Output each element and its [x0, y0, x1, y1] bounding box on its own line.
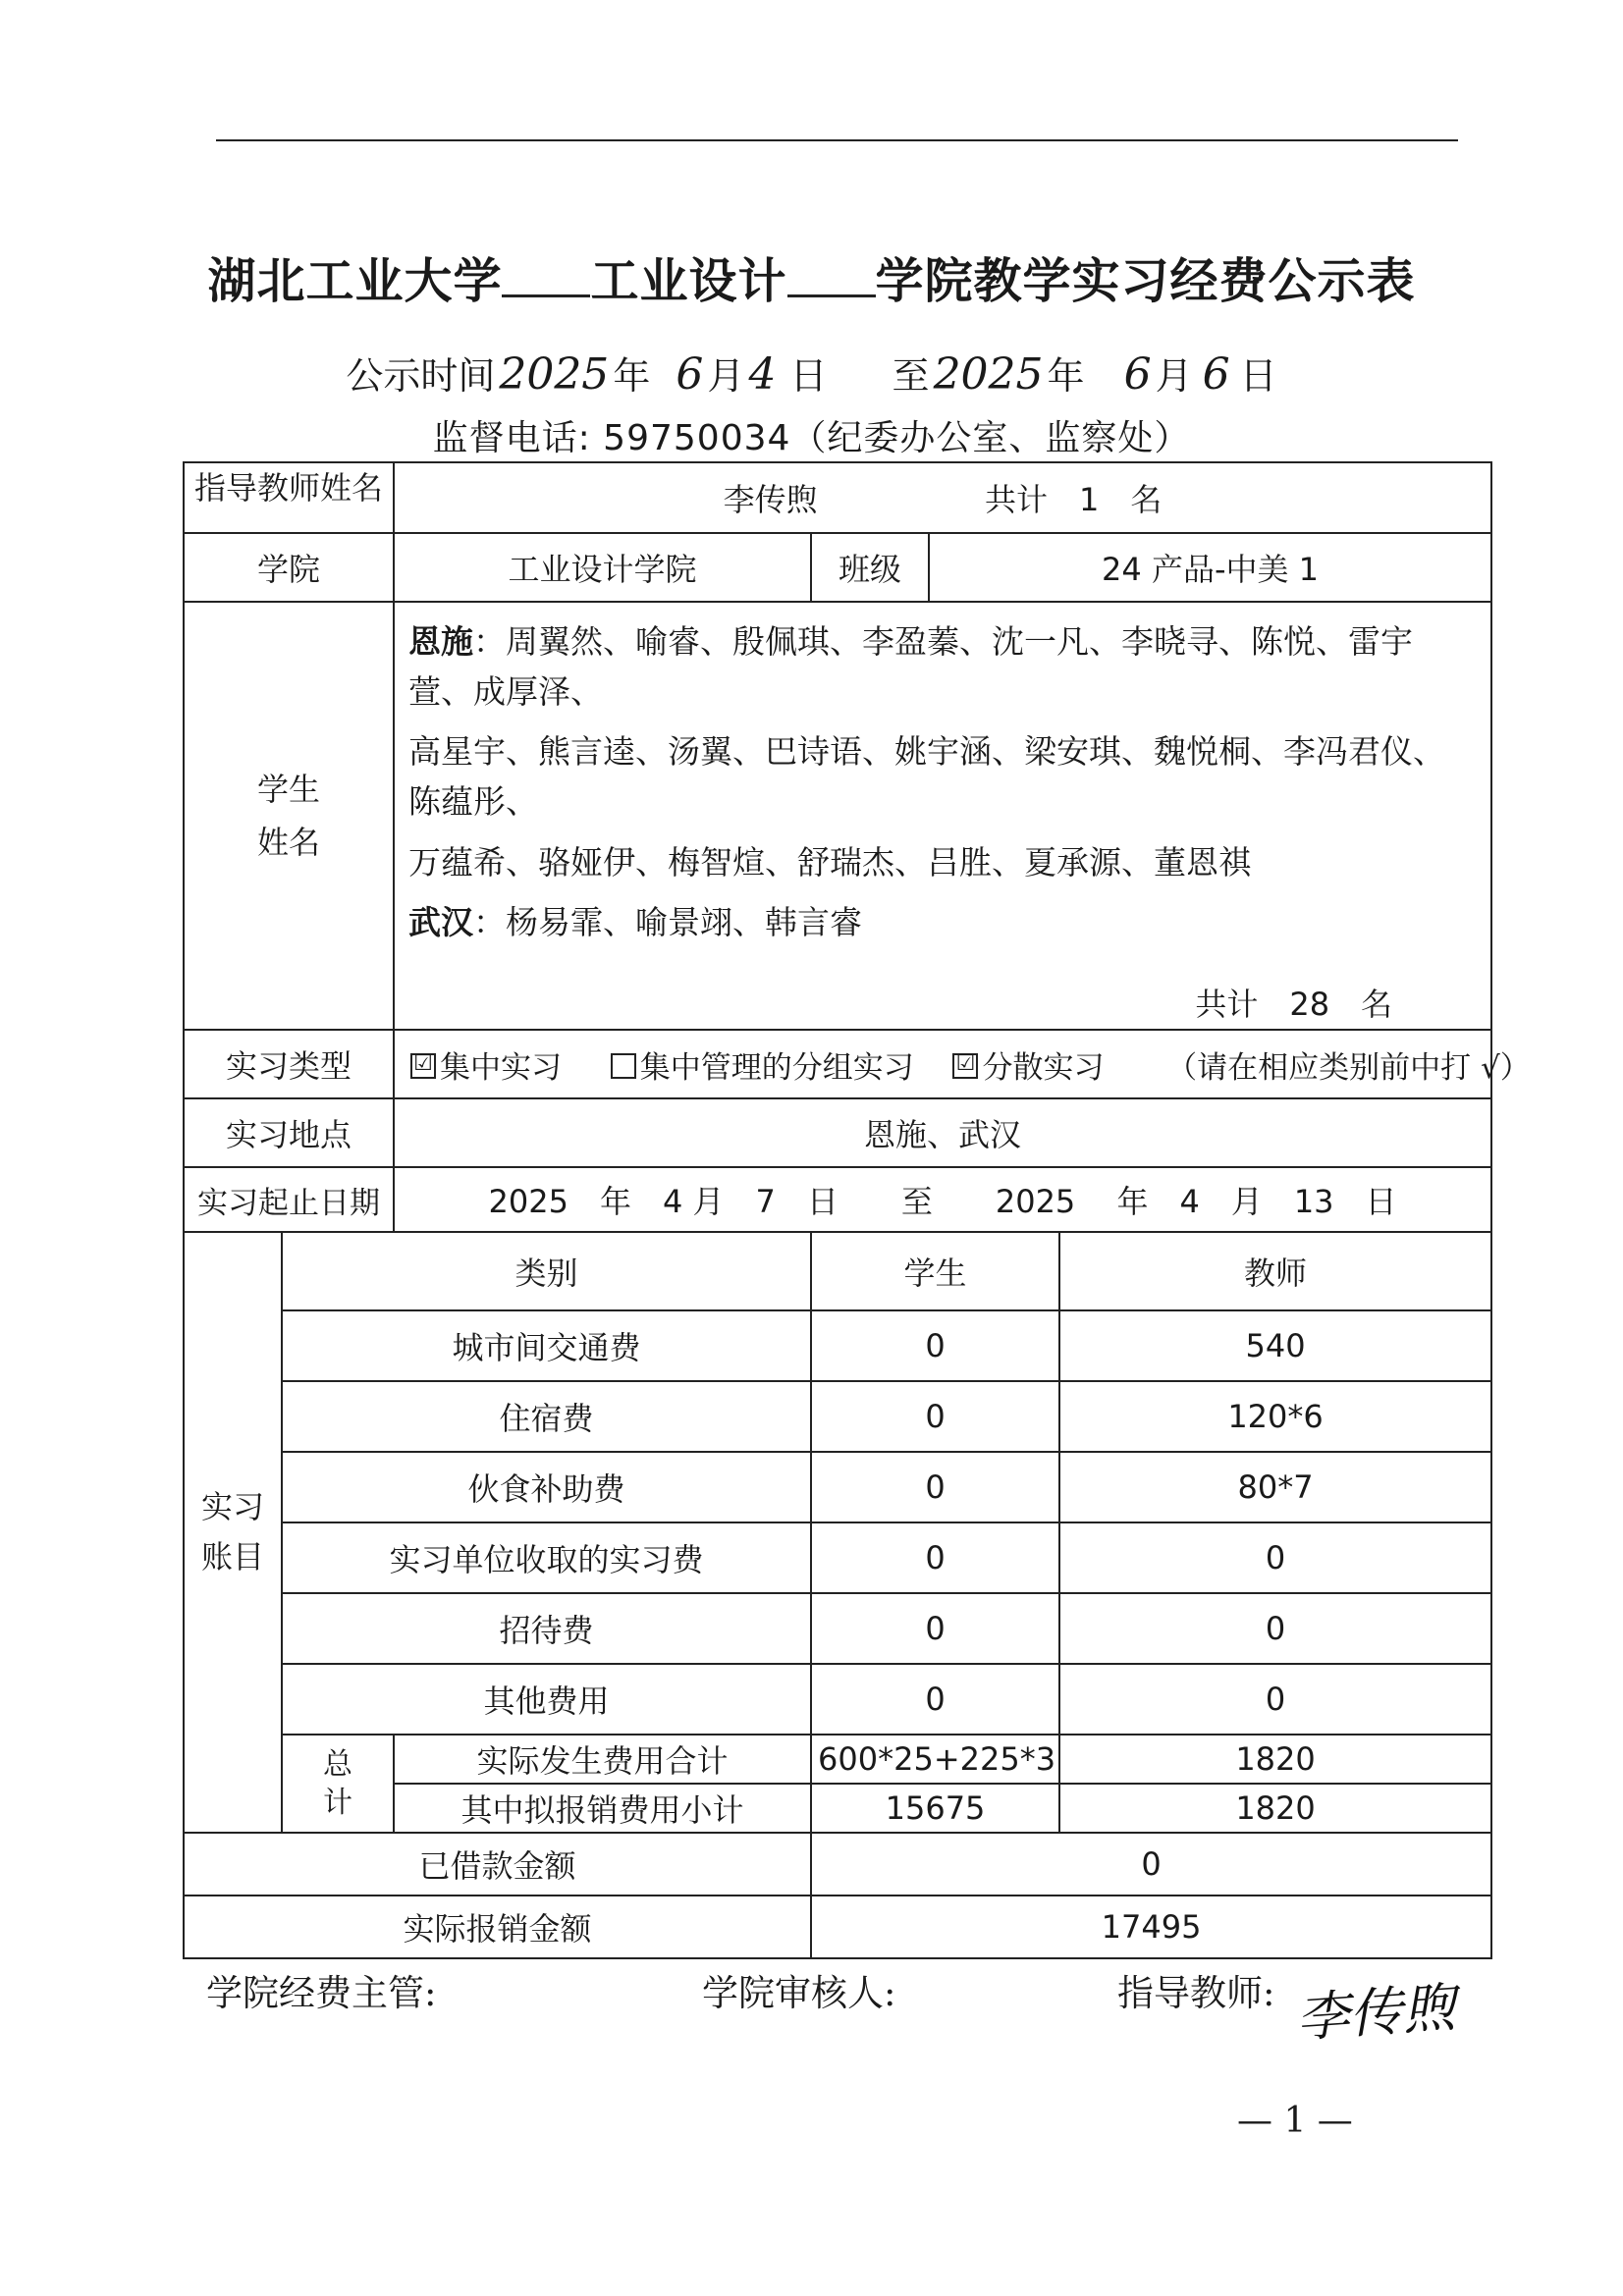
advisor-label: 指导教师: — [1117, 1972, 1275, 2014]
students-row — [184, 602, 1491, 1030]
type-row — [184, 1030, 1491, 1098]
accounts-section-label — [184, 1232, 282, 1833]
checkbox-centralized[interactable]: ☑ — [410, 1053, 436, 1079]
actual-reimb-value: 17495 — [811, 1896, 1491, 1958]
place-row — [184, 1098, 1491, 1167]
actual-total-teacher: 1820 — [1059, 1735, 1491, 1784]
expense-form — [183, 461, 1531, 1959]
students-label — [184, 602, 394, 1030]
title-prefix: 湖北工业大学 — [207, 252, 503, 309]
accounts-header-student: 学生 — [811, 1232, 1059, 1310]
students-wuhan-line — [408, 897, 1477, 947]
teacher-label: 指导教师姓名 — [184, 462, 394, 533]
type-options — [394, 1030, 1531, 1098]
teacher-value — [394, 462, 1491, 533]
checkbox-grouped[interactable] — [611, 1053, 636, 1079]
date-row — [184, 1167, 1491, 1232]
actual-total-label: 实际发生费用合计 — [394, 1735, 811, 1784]
accounts-header-row — [184, 1232, 1491, 1310]
pub-year-end: 2025 — [933, 349, 1044, 400]
supervision-phone: 监督电话: 59750034（纪委办公室、监察处） — [432, 418, 1191, 458]
advisor-signature: 李传煦 — [1294, 1976, 1458, 2050]
students-enshi-line1 — [408, 616, 1477, 717]
account-category: 伙食补助费 — [282, 1452, 811, 1522]
students-list — [394, 602, 1491, 1030]
day-char: 日 — [789, 354, 828, 398]
title-blank-pad-right — [787, 285, 876, 297]
students-enshi-line2: 高星宇、熊言逵、汤翼、巴诗语、姚宇涵、梁安琪、魏悦桐、李冯君仪、陈蕴彤、 — [408, 732, 1446, 822]
students-enshi-line3: 万蕴希、骆娅伊、梅智煊、舒瑞杰、吕胜、夏承源、董恩祺 — [408, 842, 1252, 881]
class-label: 班级 — [811, 533, 929, 602]
account-teacher: 80*7 — [1059, 1452, 1491, 1522]
account-row — [184, 1522, 1491, 1593]
day-char-2: 日 — [1239, 354, 1277, 398]
borrowed-value: 0 — [811, 1833, 1491, 1896]
page-number: — 1 — — [1237, 2101, 1353, 2141]
teacher-total: 共计 1 名 — [985, 481, 1163, 518]
accounts-header-category: 类别 — [282, 1232, 811, 1310]
account-teacher: 120*6 — [1059, 1381, 1491, 1452]
title-suffix: 学院教学实习经费公示表 — [875, 252, 1416, 309]
class-value: 24 产品-中美 1 — [929, 533, 1491, 602]
account-student: 0 — [811, 1310, 1059, 1381]
accounts-header-teacher: 教师 — [1059, 1232, 1491, 1310]
reimb-subtotal-teacher: 1820 — [1059, 1784, 1491, 1833]
total-label-1: 总 — [323, 1747, 352, 1782]
teacher-name: 李传煦 — [723, 481, 818, 518]
pub-month-start: 6 — [676, 349, 704, 400]
year-char: 年 — [613, 354, 651, 398]
reimb-subtotal-student: 15675 — [811, 1784, 1059, 1833]
account-category: 招待费 — [282, 1593, 811, 1664]
page-title — [0, 243, 1623, 312]
wuhan-names: ：杨易霏、喻景翊、韩言睿 — [473, 902, 863, 941]
enshi-names-1: ：周翼然、喻睿、殷佩琪、李盈蓁、沈一凡、李晓寻、陈悦、雷宇萱、成厚泽、 — [408, 622, 1414, 712]
account-student: 0 — [811, 1452, 1059, 1522]
account-category: 实习单位收取的实习费 — [282, 1522, 811, 1593]
students-label-line2: 姓名 — [257, 824, 321, 861]
actual-total-student: 600*25+225*3 — [811, 1735, 1059, 1784]
year-char-2: 年 — [1047, 354, 1085, 398]
account-row — [184, 1310, 1491, 1381]
top-rule — [216, 139, 1458, 141]
college-label: 学院 — [184, 533, 394, 602]
type-hint: （请在相应类别前中打 √） — [1166, 1049, 1531, 1086]
total-label-2: 计 — [323, 1786, 352, 1820]
date-label: 实习起止日期 — [184, 1167, 394, 1232]
pub-month-end: 6 — [1123, 349, 1152, 400]
month-char-2: 月 — [1155, 354, 1193, 398]
accounts-label-1: 实习 — [200, 1487, 264, 1525]
actual-total-row — [184, 1735, 1491, 1784]
month-char: 月 — [707, 354, 745, 398]
type-label: 实习类型 — [184, 1030, 394, 1098]
teacher-row — [184, 462, 1491, 533]
account-row — [184, 1381, 1491, 1452]
date-value: 2025 年 4 月 7 日 至 2025 年 4 月 13 日 — [394, 1167, 1491, 1232]
college-supervisor-label: 学院经费主管: — [206, 1972, 437, 2014]
title-blank-pad-left — [502, 285, 590, 297]
account-student: 0 — [811, 1522, 1059, 1593]
publication-time — [0, 346, 1623, 400]
place-value: 恩施、武汉 — [394, 1098, 1491, 1167]
account-category: 其他费用 — [282, 1664, 811, 1735]
pub-day-end: 6 — [1202, 349, 1230, 400]
pub-year-start: 2025 — [499, 349, 610, 400]
account-student: 0 — [811, 1664, 1059, 1735]
enshi-label: 恩施 — [408, 622, 474, 661]
borrowed-label: 已借款金额 — [184, 1833, 811, 1896]
borrowed-row — [184, 1833, 1491, 1896]
account-teacher: 540 — [1059, 1310, 1491, 1381]
account-teacher: 0 — [1059, 1664, 1491, 1735]
account-row — [184, 1664, 1491, 1735]
college-row — [184, 533, 1491, 602]
reimb-subtotal-label: 其中拟报销费用小计 — [394, 1784, 811, 1833]
type-opt-centralized: 集中实习 — [440, 1049, 563, 1086]
actual-reimb-row — [184, 1896, 1491, 1958]
title-college: 工业设计 — [590, 252, 787, 309]
account-student: 0 — [811, 1381, 1059, 1452]
account-category: 住宿费 — [282, 1381, 811, 1452]
college-value: 工业设计学院 — [394, 533, 811, 602]
accounts-label-2: 账目 — [200, 1538, 264, 1575]
type-opt-dispersed: 分散实习 — [982, 1049, 1105, 1086]
account-row — [184, 1452, 1491, 1522]
type-opt-grouped: 集中管理的分组实习 — [639, 1049, 914, 1086]
account-teacher: 0 — [1059, 1593, 1491, 1664]
wuhan-label: 武汉 — [408, 902, 474, 941]
checkbox-dispersed[interactable]: ☑ — [952, 1053, 978, 1079]
account-category: 城市间交通费 — [282, 1310, 811, 1381]
college-reviewer-label: 学院审核人: — [702, 1972, 896, 2014]
pub-label: 公示时间 — [346, 354, 496, 398]
account-teacher: 0 — [1059, 1522, 1491, 1593]
to-char: 至 — [892, 354, 930, 398]
total-label — [282, 1735, 394, 1833]
account-row — [184, 1593, 1491, 1664]
students-total: 共计 28 名 — [1195, 986, 1393, 1023]
pub-day-start: 4 — [748, 349, 777, 400]
account-student: 0 — [811, 1593, 1059, 1664]
students-label-line1: 学生 — [257, 770, 321, 808]
actual-reimb-label: 实际报销金额 — [184, 1896, 811, 1958]
place-label: 实习地点 — [184, 1098, 394, 1167]
